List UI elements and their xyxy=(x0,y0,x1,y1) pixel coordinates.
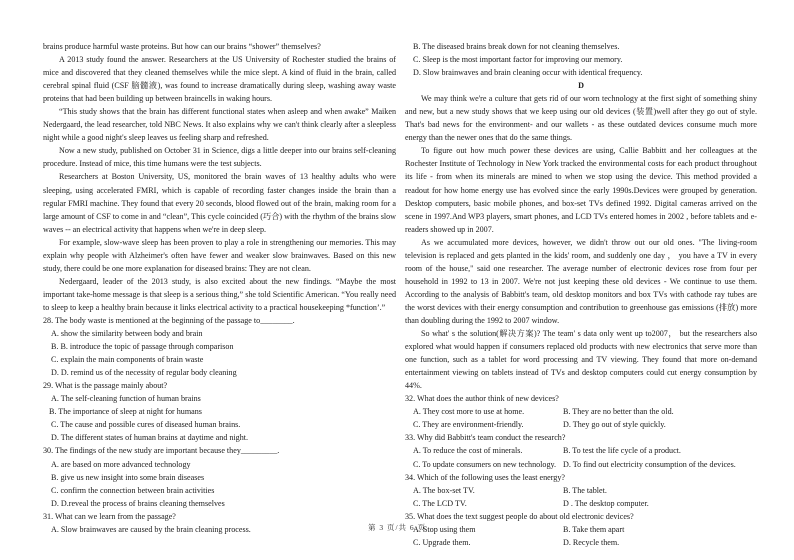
question-30 xyxy=(43,444,396,509)
answer-option: B. Take them apart xyxy=(563,524,625,534)
answer-option: C. confirm the connection between brain activities xyxy=(51,485,215,495)
answer-option: B. To test the life cycle of a product. xyxy=(563,446,681,456)
answer-option: B. The importance of sleep at night for humans xyxy=(49,407,202,417)
answer-option: A. show the similarity between body and brain xyxy=(51,329,203,339)
answer-option: D. Slow brainwaves and brain cleaning occur with identical frequency. xyxy=(413,68,643,78)
question-28 xyxy=(43,314,396,379)
question-32 xyxy=(405,392,757,431)
answer-option: B. B. introduce the topic of passage through comparison xyxy=(51,342,234,352)
question-31-continued xyxy=(405,40,757,79)
answer-option: A. are based on more advanced technology xyxy=(51,459,191,469)
answer-option: C. Sleep is the most important factor for improving our memory. xyxy=(413,55,623,65)
passage-paragraph: Researchers at Boston University, US, monitored the brain waves of 13 healthy adults who were sleeping, using accelerated FMRI, which is capable of recording faster changes inside the brain than a regular FMRI machine. They found that every 20 seconds, blood flowed out of the brain, making room for a large amount of CSF to come in and “clean”, This cycle coincided (巧合) with the rhythm of the brains slow waves -- an electrical activity that happens when we're in deep sleep. xyxy=(43,172,396,234)
question-33 xyxy=(405,431,757,470)
passage-paragraph: Nedergaard, leader of the 2013 study, is also excited about the new findings. “Maybe the most important take-home message is that sleep is a serious thing,” she told Scientific American. “You really need to sleep to keep a healthy brain because it links electrical activity to a practical housekeeping *function’.” xyxy=(43,276,396,312)
passage-paragraph: Now a new study, published on October 31 in Science, digs a little deeper into our brains self-cleaning procedure. Instead of mice, this time humans were the test subjects. xyxy=(43,146,396,169)
answer-option: A. The box-set TV. xyxy=(413,485,475,495)
answer-option: A. They cost more to use at home. xyxy=(413,407,525,417)
passage-paragraph: We may think we're a culture that gets rid of our worn technology at the first sight of something shiny and new, but a new study shows that we keep using our old devices (装置)well after they go out of style. That's bad news for the environment- and our wallets - as these outdated devices consume much more energy than the newer ones that do the same things. xyxy=(405,94,757,143)
question-stem: 33. Why did Babbitt's team conduct the research? xyxy=(405,433,566,443)
answer-option: D. They go out of style quickly. xyxy=(563,420,666,430)
question-stem: 34. Which of the following uses the least energy? xyxy=(405,472,565,482)
question-34 xyxy=(405,471,757,510)
question-stem: 28. The body waste is mentioned at the beginning of the passage to________. xyxy=(43,315,295,325)
question-stem: 31. What can we learn from the passage? xyxy=(43,511,176,521)
answer-option: D. The different states of human brains at daytime and night. xyxy=(51,433,249,443)
answer-option: C. The cause and possible cures of diseased human brains. xyxy=(51,420,241,430)
section-label: D xyxy=(578,81,584,91)
passage-paragraph: So what' s the solution(解决方案)? The team' s data only went up to2007， but the researchers also explored what would happen if consumers replaced old products with new electronics that serve more than one function, such as a tablet for word processing and TV viewing. They found that more on-demand entertainment viewing on tablets instead of TVs and desktop computers could cut energy consumption by 44%. xyxy=(405,329,757,391)
answer-option: B. The tablet. xyxy=(563,485,607,495)
answer-option: A. The self-cleaning function of human brains xyxy=(51,394,201,404)
question-stem: 29. What is the passage mainly about? xyxy=(43,381,168,391)
left-column xyxy=(43,40,396,536)
right-column xyxy=(405,40,757,549)
answer-option: C. To update consumers on new technology. xyxy=(413,459,557,469)
passage-paragraph: A 2013 study found the answer. Researchers at the US University of Rochester studied the brains of mice and discovered that they cleaned themselves while the mice slept. A kind of fluid in the brain, called cerebral spinal fluid (CSF 脑髓液), was found to increase dramatically during sleep, washing away waste proteins that had been building up between braincells in waking hours. xyxy=(43,55,396,104)
passage-paragraph: “This study shows that the brain has different functional states when asleep and when awake” Maiken Nedergaard, the lead researcher, told NBC News. It also explains why we can't think clearly after a sleepless night while a good night's sleep leaves us feeling sharp and refreshed. xyxy=(43,107,396,143)
question-stem: 30. The findings of the new study are important because they_________. xyxy=(43,446,280,456)
question-29 xyxy=(43,379,396,444)
answer-option: A. To reduce the cost of minerals. xyxy=(413,446,523,456)
answer-option: D. Recycle them. xyxy=(563,537,620,547)
answer-option: D. D.reveal the process of brains cleaning themselves xyxy=(51,498,225,508)
passage-paragraph: To figure out how much power these devices are using, Callie Babbitt and her colleagues at the Rochester Institute of Technology in New York tracked the environmental costs for each product throughout its life - from when its minerals are mined to when we stop using the device. This method provided a readout for how home energy use has evolved since the early 1990s.Devices were grouped by generation. Desktop computers, basic mobile phones, and box-set TVs defined 1992. Digital cameras arrived on the scene in 1997.And WP3 players, smart phones, and LCD TVs entered homes in 2002 , before tablets and e-readers showed up in 2007. xyxy=(405,146,757,234)
answer-option: C. The LCD TV. xyxy=(413,498,467,508)
passage-paragraph: As we accumulated more devices, however, we didn't throw out our old ones. "The living-room television is replaced and gets planted in the kids' room, and suddenly one day ， you have a TV in every room of the house," said one researcher. The average number of electronic devices rose from four per household in 1992 to 13 in 2007. We're not just keeping these old devices - We continue to use them. According to the analysis of Babbitt's team, old desktop monitors and box TVs with cathode ray tubes are the worst devices with their energy consumption and contribution to greenhouse gas emissions (排放) more than doubling during the 1992 to 2007 window. xyxy=(405,237,757,325)
answer-option: C. They are environment-friendly. xyxy=(413,420,524,430)
passage-paragraph: brains produce harmful waste proteins. But how can our brains “shower” themselves? xyxy=(43,42,321,51)
answer-option: B. They are no better than the old. xyxy=(563,407,674,417)
question-stem: 35. What does the text suggest people do about old electronic devices? xyxy=(405,511,634,521)
answer-option: D. D. remind us of the necessity of regular body cleaning xyxy=(51,368,237,378)
page-footer: 第 3 页/共 6 页 xyxy=(367,523,427,532)
answer-option: A. Slow brainwaves are caused by the brain cleaning process. xyxy=(51,524,251,534)
answer-option: D . The desktop computer. xyxy=(563,498,649,508)
answer-option: C. explain the main components of brain waste xyxy=(51,355,204,365)
answer-option: D. To find out electricity consumption of the devices. xyxy=(563,459,736,469)
answer-option: B. The diseased brains break down for not cleaning themselves. xyxy=(413,42,620,51)
question-stem: 32. What does the author think of new devices? xyxy=(405,394,559,404)
answer-option: A. Stop using them xyxy=(413,524,476,534)
answer-option: C. Upgrade them. xyxy=(413,537,471,547)
passage-paragraph: For example, slow-wave sleep has been proven to play a role in strengthening our memories. This may explain why people with Alzheimer's often have fewer and weaker slow brainwaves. Based on this new study, there could be one more explanation for diseased brains: They are not clean. xyxy=(43,237,396,273)
answer-option: B. give us new insight into some brain diseases xyxy=(51,472,205,482)
